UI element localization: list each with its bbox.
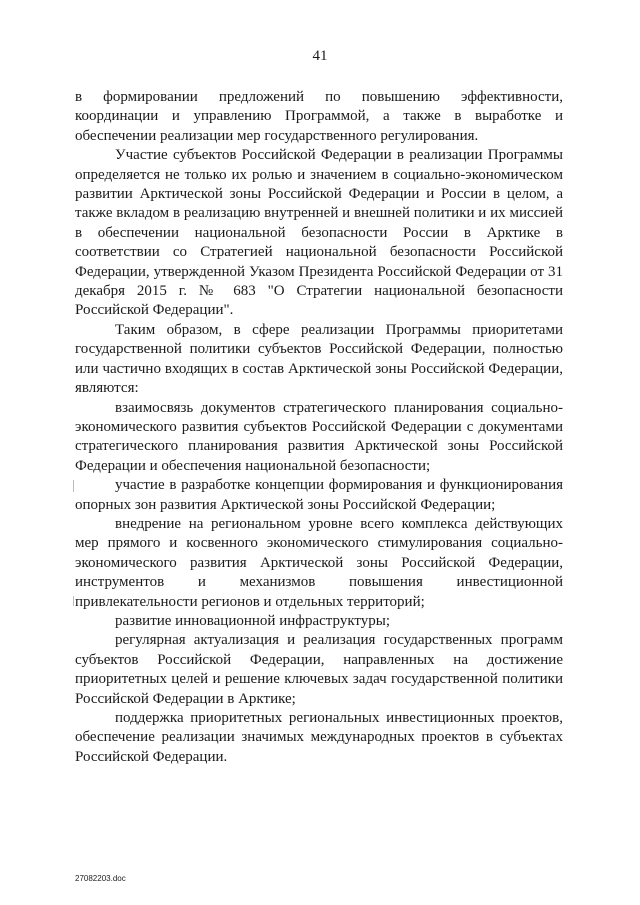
list-item-strategic-documents: взаимосвязь документов стратегического планирования социально-экономического развития субъектов Российской Федерации с документами стратегического планирования развития Арктической зоны Российской Федерации и обеспечения национальной безопасности; [75,399,563,474]
page-number: 41 [312,48,328,64]
paragraph-continuation: в формировании предложений по повышению эффективности, координации и управлению Программой, а также в выработке и обеспечении реализации мер государственного регулирования. [75,89,563,144]
paragraph-priorities-intro: Таким образом, в сфере реализации Программы приоритетами государственной политики субъектов Российской Федерации, полностью или частично входящих в состав Арктической зоны Российской Федерации, являются: [75,321,563,397]
list-item-state-programs: регулярная актуализация и реализация государственных программ субъектов Российской Федерации, направленных на достижение приоритетных целей и решение ключевых задач государственной политики Российской Федерации в Арктике; [75,632,563,707]
list-item-economic-stimulation: внедрение на региональном уровне всего комплекса действующих мер прямого и косвенного экономического стимулирования социально-экономического развития Арктической зоны Российской Федерации, инструментов и механизмов повышения инвестиционной привлекательности регионов и отдельных территорий; [75,515,563,610]
list-item-innovation-infrastructure: развитие инновационной инфраструктуры; [115,612,391,629]
footer-filename: 27082203.doc [75,874,126,883]
scan-artifact-mark [73,596,74,606]
paragraph-participation: Участие субъектов Российской Федерации в реализации Программы определяется не только их ролью и значением в социально-экономическом развитии Арктической зоны Российской Федерации и России в целом, а также вкладом в реализацию внутренней и внешней политики и их миссией в обеспечении национальной безопасности России в Арктике в соответствии со Стратегией национальной безопасности Российской Федерации, утвержденной Указом Президента Российской Федерации от 31 декабря 2015 г. № 683 "О Стратегии национальной безопасности Российской Федерации". [75,147,563,319]
document-body [75,88,563,767]
list-item-investment-projects: поддержка приоритетных региональных инвестиционных проектов, обеспечение реализации значимых международных проектов в субъектах Российской Федерации. [75,710,563,765]
list-item-support-zones: участие в разработке концепции формирования и функционирования опорных зон развития Арктической зоны Российской Федерации; [75,477,563,513]
scan-artifact-mark [73,480,74,492]
